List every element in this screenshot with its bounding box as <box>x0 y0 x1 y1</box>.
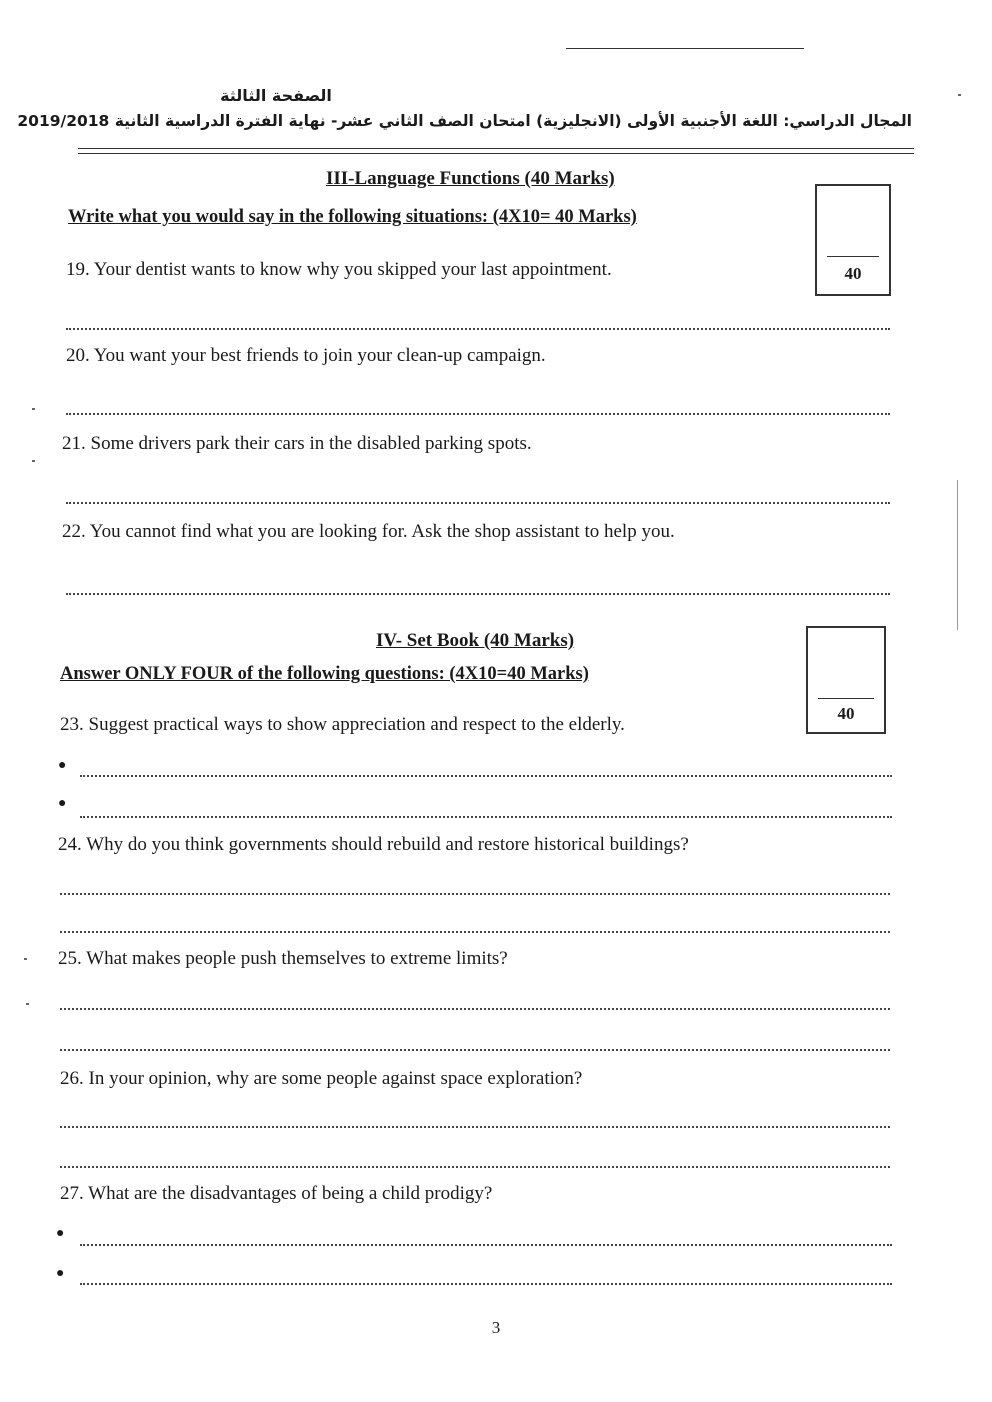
scan-edge-mark <box>957 480 958 630</box>
bullet-icon: ● <box>56 1226 65 1241</box>
question-26: 26. In your opinion, why are some people against space exploration? <box>60 1068 583 1089</box>
answer-line[interactable] <box>66 413 890 415</box>
section3-mark-value: 40 <box>844 264 862 283</box>
question-19: 19. Your dentist wants to know why you skipped your last appointment. <box>66 259 612 280</box>
header-divider <box>78 148 914 154</box>
question-22: 22. You cannot find what you are looking for. Ask the shop assistant to help you. <box>62 521 675 542</box>
scan-speck <box>32 460 35 462</box>
question-21: 21. Some drivers park their cars in the disabled parking spots. <box>62 433 532 454</box>
answer-line[interactable] <box>66 502 890 504</box>
subject-header: المجال الدراسي: اللغة الأجنبية الأولى (الانجليزية) امتحان الصف الثاني عشر- نهاية الفترة الدراسية الثانية 2019/2018 <box>17 112 912 130</box>
page-label: الصفحة الثالثة <box>220 86 332 105</box>
answer-line[interactable] <box>60 1049 890 1051</box>
section4-mark-value: 40 <box>837 704 855 723</box>
section4-instruction: Answer ONLY FOUR of the following questions: (4X10=40 Marks) <box>60 664 589 684</box>
section3-title: III-Language Functions (40 Marks) <box>326 168 615 189</box>
answer-line[interactable] <box>80 1283 892 1285</box>
answer-line[interactable] <box>66 593 890 595</box>
answer-line[interactable] <box>80 775 892 777</box>
answer-line[interactable] <box>80 1244 892 1246</box>
bullet-icon: ● <box>58 796 67 811</box>
answer-line[interactable] <box>60 931 890 933</box>
section4-title: IV- Set Book (40 Marks) <box>376 630 575 651</box>
mark-line <box>818 698 874 699</box>
question-23: 23. Suggest practical ways to show appreciation and respect to the elderly. <box>60 714 625 735</box>
scan-speck <box>32 408 35 410</box>
scan-speck <box>24 958 27 960</box>
question-20: 20. You want your best friends to join your clean-up campaign. <box>66 345 546 366</box>
top-rule <box>566 48 804 49</box>
bullet-icon: ● <box>56 1266 65 1281</box>
scan-speck <box>958 94 961 96</box>
answer-line[interactable] <box>80 816 892 818</box>
question-27: 27. What are the disadvantages of being a child prodigy? <box>60 1183 493 1204</box>
answer-line[interactable] <box>60 1126 890 1128</box>
section3-instruction: Write what you would say in the following situations: (4X10= 40 Marks) <box>68 207 637 227</box>
page-number: 3 <box>491 1318 501 1337</box>
section4-mark-box <box>806 626 886 734</box>
answer-line[interactable] <box>60 893 890 895</box>
answer-line[interactable] <box>66 328 890 330</box>
question-25: 25. What makes people push themselves to extreme limits? <box>58 948 508 969</box>
scan-speck <box>26 1003 29 1005</box>
question-24: 24. Why do you think governments should rebuild and restore historical buildings? <box>58 834 689 855</box>
section3-mark-box <box>815 184 891 296</box>
answer-line[interactable] <box>60 1008 890 1010</box>
answer-line[interactable] <box>60 1166 890 1168</box>
bullet-icon: ● <box>58 758 67 773</box>
mark-line <box>827 256 879 257</box>
